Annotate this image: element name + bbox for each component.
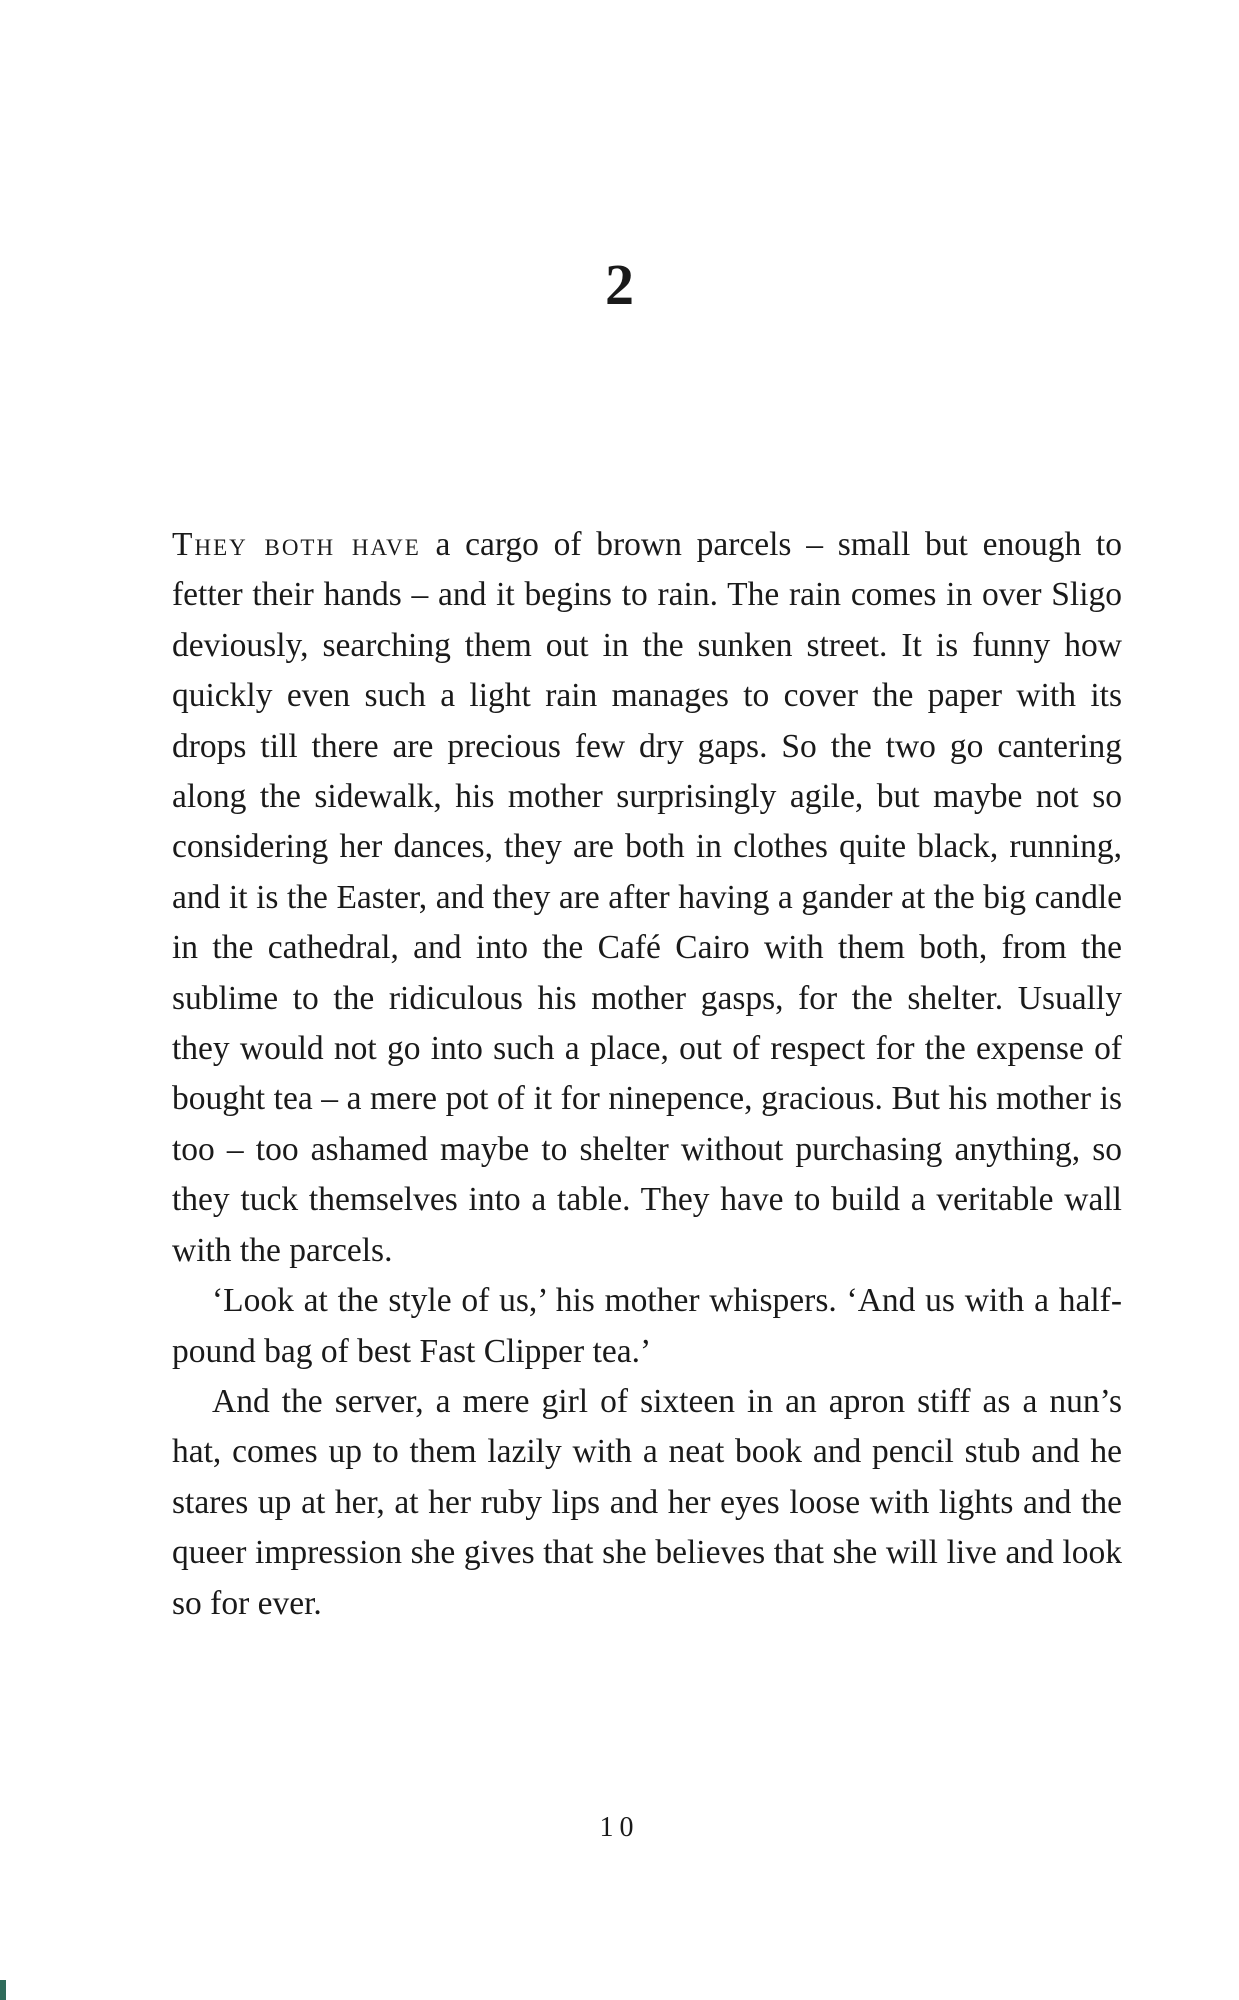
scan-edge-mark <box>0 1980 6 2000</box>
paragraph-1-text: a cargo of brown parcels – small but enough to fetter their hands – and it begins to rain. The rain comes in over Sligo deviously, searching them out in the sunken street. It is funny how quickly even such a light rain manages to cover the paper with its drops till there are precious few dry gaps. So the two go cantering along the sidewalk, his mother surprisingly agile, but maybe not so considering her dances, they are both in clothes quite black, running, and it is the Easter, and they are after having a gander at the big candle in the cathedral, and into the Café Cairo with them both, from the sublime to the ridiculous his mother gasps, for the shelter. Usually they would not go into such a place, out of respect for the expense of bought tea – a mere pot of it for ninepence, gracious. But his mother is too – too ashamed maybe to shelter without purchasing anything, so they tuck themselves into a table. They have to build a veritable wall with the parcels. <box>172 526 1122 1269</box>
opening-smallcaps: They both have <box>172 526 421 563</box>
chapter-body <box>172 520 1122 1629</box>
page-number: 10 <box>599 1812 640 1843</box>
paragraph-2: ‘Look at the style of us,’ his mother whispers. ‘And us with a half-pound bag of best Fast Clipper tea.’ <box>172 1282 1122 1370</box>
paragraph-3: And the server, a mere girl of sixteen in an apron stiff as a nun’s hat, comes up to them lazily with a neat book and pencil stub and he stares up at her, at her ruby lips and her eyes loose with lights and the queer impression she gives that she believes that she will live and look so for ever. <box>172 1382 1122 1622</box>
chapter-number: 2 <box>605 252 634 317</box>
paragraph-1 <box>172 520 1122 1276</box>
